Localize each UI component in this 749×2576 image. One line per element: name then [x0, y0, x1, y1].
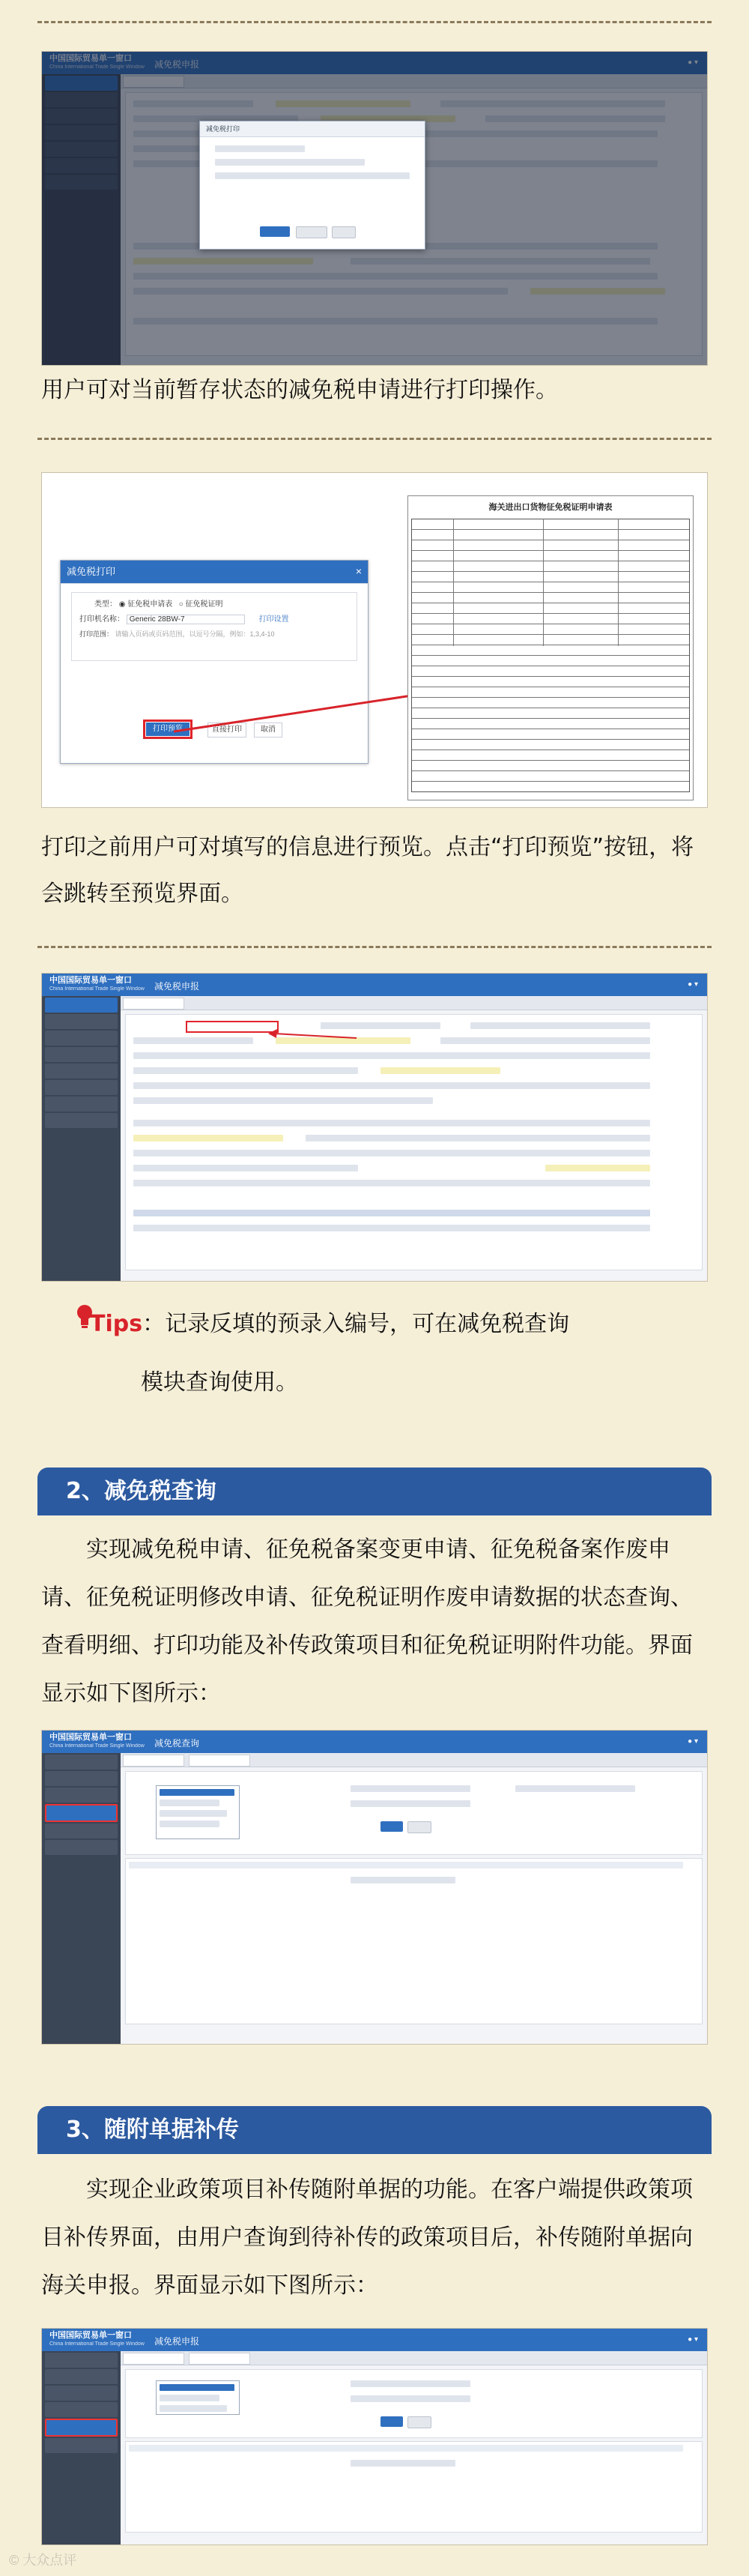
results-table	[125, 2441, 703, 2533]
dashed-divider	[37, 438, 712, 440]
results-table	[125, 1858, 703, 2024]
tab-bar	[121, 2351, 707, 2365]
dashed-divider	[37, 946, 712, 948]
user-icon[interactable]: ● ▾	[688, 1737, 698, 1746]
tips-text-2: 模块查询使用。	[141, 1369, 298, 1396]
print-settings-link[interactable]: 打印设置	[258, 615, 289, 624]
sidebar-item[interactable]	[45, 2438, 118, 2453]
preview-doc-title: 海关进出口货物征免税证明申请表	[488, 503, 613, 512]
sidebar-item[interactable]	[45, 2353, 118, 2368]
sidebar	[42, 1753, 121, 2044]
reset-button[interactable]	[407, 2416, 431, 2428]
app-header	[42, 2329, 707, 2351]
screenshot-attach	[41, 2328, 708, 2545]
dialog-title: 减免税打印	[61, 561, 368, 584]
print-preview-button[interactable]	[260, 226, 290, 237]
arrow-icon	[42, 974, 708, 1282]
tab[interactable]	[189, 1755, 250, 1767]
printer-select[interactable]: Generic 28BW-7	[127, 615, 245, 624]
app-logo: 中国国际贸易单一窗口 China International Trade Single Window	[49, 2331, 145, 2347]
section-title-attach: 3、随附单据补传	[37, 2106, 712, 2154]
sidebar-item[interactable]	[45, 1788, 118, 1803]
reset-button[interactable]	[407, 1821, 431, 1833]
option-1-label: 征免税申请表	[127, 600, 173, 609]
app-logo: 中国国际贸易单一窗口 China International Trade Single Window	[49, 976, 145, 992]
user-icon[interactable]: ● ▾	[688, 2335, 698, 2344]
sidebar-item[interactable]	[45, 1840, 118, 1855]
print-preview-button[interactable]: 打印预览	[146, 723, 189, 736]
tab[interactable]	[123, 1755, 184, 1767]
tips-line-1	[90, 1301, 569, 1348]
search-button[interactable]	[380, 2416, 403, 2427]
sidebar-item[interactable]	[45, 2402, 118, 2417]
watermark: © 大众点评	[9, 2553, 77, 2568]
sidebar	[42, 2351, 121, 2545]
app-logo: 中国国际贸易单一窗口 China International Trade Single Window	[49, 1733, 145, 1749]
user-icon[interactable]: ● ▾	[688, 980, 698, 989]
app-header	[42, 1731, 707, 1753]
tips-label: Tips	[90, 1311, 143, 1337]
query-criteria-panel	[125, 1771, 703, 1855]
cancel-button[interactable]	[332, 226, 356, 238]
close-icon[interactable]: ×	[355, 565, 362, 577]
screenshot-record-number	[41, 973, 708, 1282]
sidebar-item[interactable]	[45, 2386, 118, 2401]
sidebar-item[interactable]	[45, 1755, 118, 1770]
print-preview-document	[407, 495, 694, 800]
type-dropdown[interactable]	[156, 2380, 240, 2415]
cancel-button[interactable]: 取消	[254, 723, 282, 737]
tab[interactable]	[123, 2353, 184, 2365]
option-1-radio[interactable]: ◉	[118, 600, 126, 609]
dialog-title: 减免税打印	[200, 121, 425, 137]
module-title: 减免税查询	[154, 1738, 200, 1749]
option-2-radio[interactable]: ○	[178, 600, 184, 609]
caption-print-operation: 用户可对当前暂存状态的减免税申请进行打印操作。	[41, 377, 558, 403]
paragraph-query: 实现减免税申请、征免税备案变更申请、征免税备案作废申请、征免税证明修改申请、征免税证明作废申请数据的状态查询、查看明细、打印功能及补传政策项目和征免税证明附件功能。界面显示如下图所示：	[41, 1536, 693, 1707]
type-dropdown[interactable]	[156, 1785, 240, 1839]
sidebar-item[interactable]	[45, 1771, 118, 1786]
dashed-divider	[37, 21, 712, 23]
print-type-label: 类型	[94, 600, 109, 609]
sidebar-item-query[interactable]	[45, 1804, 118, 1822]
module-title: 减免税申报	[154, 981, 200, 992]
main-area	[121, 2351, 707, 2545]
sidebar-item-attach[interactable]	[45, 2419, 118, 2437]
main-area	[121, 1753, 707, 2044]
tips-text-1: ：记录反填的预录入编号，可在减免税查询	[142, 1311, 570, 1337]
paragraph-attach: 实现企业政策项目补传随附单据的功能。在客户端提供政策项目补传界面，由用户查询到待补传的政策项目后，补传随附单据向海关申报。界面显示如下图所示：	[41, 2177, 693, 2299]
screenshot-query	[41, 1730, 708, 2045]
query-criteria-panel	[125, 2369, 703, 2438]
tab-bar	[121, 1753, 707, 1767]
caption-print-preview: 打印之前用户可对填写的信息进行预览。点击“打印预览”按钮，将会跳转至预览界面。	[41, 834, 694, 907]
print-dialog-small	[199, 121, 425, 250]
sidebar-item[interactable]	[45, 1824, 118, 1839]
sidebar-item[interactable]	[45, 2369, 118, 2384]
print-range-input[interactable]: 请输入页码或页码范围，以逗号分隔，例如：1,3,4-10	[115, 630, 275, 638]
option-2-label: 征免税证明	[185, 600, 223, 609]
module-title: 减免税申报	[154, 2336, 200, 2347]
direct-print-button[interactable]: 直接打印	[207, 723, 246, 737]
printer-label: 打印机名称	[79, 615, 117, 624]
screenshot-print-operation	[41, 51, 708, 366]
print-range-label: 打印范围	[79, 630, 107, 638]
tab[interactable]	[189, 2353, 250, 2365]
screenshot-print-preview	[41, 472, 708, 808]
print-dialog: 减免税打印 × 类型： ◉ 征免税申请表 ○ 征免税证明 打印机名称： Generic 28BW-7 打印设置 打印范围： 请输入页码或页码范围，以逗号分隔，例如：1,3,4-10 打印预览 直接打印 取消	[60, 560, 369, 764]
section-title-query: 2、减免税查询	[37, 1468, 712, 1515]
direct-print-button[interactable]	[296, 226, 327, 238]
search-button[interactable]	[380, 1821, 403, 1832]
